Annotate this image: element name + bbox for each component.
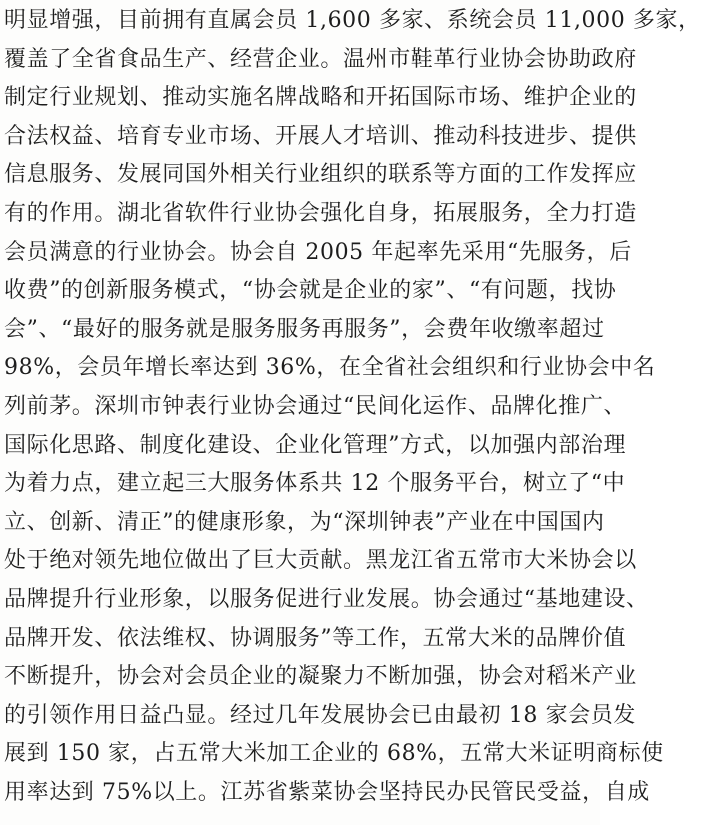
text-line-18: 不断提升，协会对会员企业的凝聚力不断加强，协会对稻米产业 bbox=[4, 664, 637, 690]
text-line-8: 收费”的创新服务模式，“协会就是企业的家”、“有问题，找协 bbox=[4, 278, 617, 304]
text-line-20: 展到 150 家，占五常大米加工企业的 68%，五常大米证明商标使 bbox=[4, 741, 664, 767]
text-line-9: 会”、“最好的服务就是服务服务再服务”，会费年收缴率超过 bbox=[4, 316, 605, 342]
text-line-1: 明显增强，目前拥有直属会员 1,600 多家、系统会员 11,000 多家， bbox=[4, 8, 701, 33]
text-line-5: 信息服务、发展同国外相关行业组织的联系等方面的工作发挥应 bbox=[4, 162, 637, 188]
text-line-16: 品牌提升行业形象，以服务促进行业发展。协会通过“基地建设、 bbox=[4, 586, 649, 612]
text-line-4: 合法权益、培育专业市场、开展人才培训、推动科技进步、提供 bbox=[4, 123, 637, 149]
text-line-13: 为着力点，建立起三大服务体系共 12 个服务平台，树立了“中 bbox=[4, 471, 626, 497]
text-line-10: 98%，会员年增长率达到 36%，在全省社会组织和行业协会中名 bbox=[4, 355, 656, 381]
text-line-6: 有的作用。湖北省软件行业协会强化自身，拓展服务，全力打造 bbox=[4, 200, 637, 226]
text-line-15: 处于绝对领先地位做出了巨大贡献。黑龙江省五常市大米协会以 bbox=[4, 548, 637, 574]
text-line-2: 覆盖了全省食品生产、经营企业。温州市鞋革行业协会协助政府 bbox=[4, 46, 637, 72]
text-line-14: 立、创新、清正”的健康形象，为“深圳钟表”产业在中国国内 bbox=[4, 509, 605, 535]
text-line-17: 品牌开发、依法维权、协调服务”等工作，五常大米的品牌价值 bbox=[4, 625, 627, 651]
text-line-21: 用率达到 75%以上。江苏省紫菜协会坚持民办民管民受益，自成 bbox=[4, 779, 650, 805]
text-line-12: 国际化思路、制度化建设、企业化管理”方式，以加强内部治理 bbox=[4, 432, 627, 458]
text-line-19: 的引领作用日益凸显。经过几年发展协会已由最初 18 家会员发 bbox=[4, 702, 636, 728]
text-line-7: 会员满意的行业协会。协会自 2005 年起率先采用“先服务，后 bbox=[4, 239, 632, 265]
text-line-11: 列前茅。深圳市钟表行业协会通过“民间化运作、品牌化推广、 bbox=[4, 393, 627, 419]
text-line-3: 制定行业规划、推动实施名牌战略和开拓国际市场、维护企业的 bbox=[4, 85, 637, 111]
